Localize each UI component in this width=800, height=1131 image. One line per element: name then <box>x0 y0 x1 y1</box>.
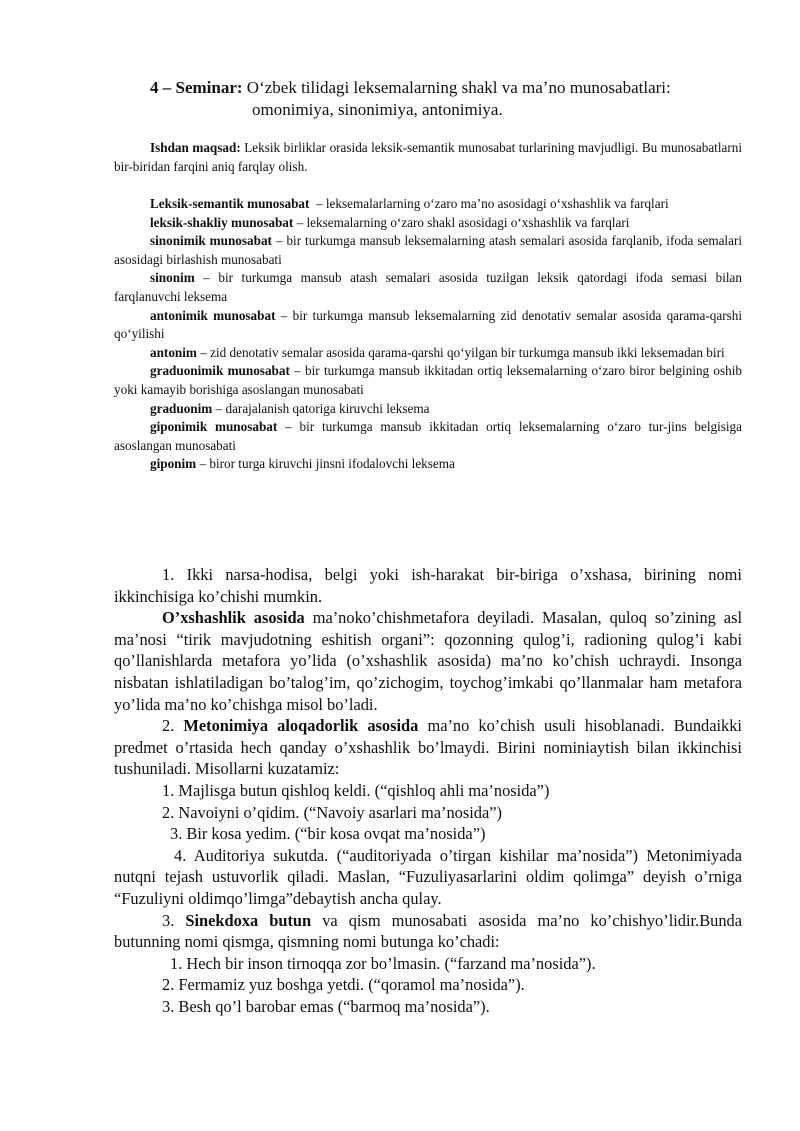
paragraph-text: va qism munosabati asosida ma’no ko’chishyo’lidir.Bunda butunning nomi qismga, qismning nomi butunga ko’chadi: <box>114 910 742 952</box>
definition-term: antonim <box>150 344 197 360</box>
definition-text: – bir turkumga mansub ikkitadan ortiq leksemalarning oʻzaro biror belgining oshib yoki kamayib borishiga asoslangan munosabati <box>114 363 742 397</box>
bold-term: Metonimiya aloqadorlik asosida <box>183 716 419 736</box>
example-item: 3. Besh qo’l barobar emas (“barmoq ma’nosida”). <box>162 996 490 1016</box>
aim-text: Leksik birliklar orasida leksik-semantik munosabat turlarining mavjudligi. Bu munosabatlarni bir-biridan farqini aniq farqlay olish. <box>114 140 743 174</box>
example-item: 4. Auditoriya sukutda. (“auditoriyada o’tirgan kishilar ma’nosida”) Metonimiyada nutqni tejash ustuvorlik qiladi. Maslan, “Fuzuliyasarlarini oldim qolimga” deyish o’rniga “Fuzuliyni oldimqo’limga”debaytish ancha qulay. <box>114 845 742 908</box>
definition-text: – zid denotativ semalar asosida qarama-qarshi qoʻyilgan bir turkumga mansub ikki leksemadan biri <box>200 344 725 360</box>
definition-item <box>114 362 742 399</box>
aim-label: Ishdan maqsad: <box>150 140 241 155</box>
title-line-1: Oʻzbek tilidagi leksemalarning shakl va maʼno munosabatlari: <box>246 78 671 97</box>
title-line-2: omonimiya, sinonimiya, antonimiya. <box>252 100 503 119</box>
definition-item <box>114 400 742 419</box>
paragraph-sinekdoxa <box>114 910 742 953</box>
bold-term: O’xshashlik asosida <box>162 608 305 628</box>
definition-item <box>114 269 742 306</box>
definition-item <box>114 195 742 214</box>
example-item: 2. Fermamiz yuz boshga yetdi. (“qoramol ma’nosida”). <box>162 975 525 995</box>
definition-item <box>114 344 742 363</box>
definitions-list <box>114 195 742 474</box>
paragraph-1: 1. Ikki narsa-hodisa, belgi yoki ish-harakat bir-biriga o’xshasa, birining nomi ikkinchisiga ko’chishi mumkin. <box>114 565 742 606</box>
example-item: 3. Bir kosa yedim. (“bir kosa ovqat ma’nosida”) <box>170 824 486 844</box>
definition-text: – biror turga kiruvchi jinsni ifodalovchi leksema <box>199 456 455 472</box>
aim-section <box>114 139 742 176</box>
definition-text: – leksemalarning oʻzaro shakl asosidagi oʻxshashlik va farqlari <box>296 214 630 230</box>
definition-item <box>114 418 742 455</box>
definition-term: Leksik-semantik munosabat <box>150 196 310 211</box>
paragraph-text: ma’no ko’chish usuli hisoblanadi. Bundaikki predmet o’rtasida hech qanday o’xshashlik bo’lmaydi. Birini nominiaytish bilan ikkinchisi tushuniladi. Misollarni kuzatamiz: <box>114 716 742 779</box>
definition-term: antonimik munosabat <box>150 307 276 323</box>
definition-term: sinonim <box>150 270 195 286</box>
seminar-title <box>150 77 770 121</box>
definition-text: – bir turkumga mansub atash semalari asosida tuzilgan leksik qatordagi ifoda semasi bilan farqlanuvchi leksema <box>114 270 742 304</box>
definition-term: giponimik munosabat <box>150 419 278 435</box>
definition-item <box>114 455 742 474</box>
paragraph-metafora <box>114 607 742 715</box>
example-item: 1. Majlisga butun qishloq keldi. (“qishloq ahli ma’nosida”) <box>162 780 550 800</box>
definition-item <box>114 307 742 344</box>
paragraph-text: ma’noko’chishmetafora deyiladi. Masalan, quloq so’zining asl ma’nosi “tirik mavjudotning eshitish organi”: qozonning qulog’i, radioning qulog’i kabi qo’llanishlarda metafora yo’lida (o’xshashlik asosida) ma’no ko’chish uchraydi. Insonga nisbatan ishlatiladigan bo’talog’im, qo’zichogim, toychog’imkabi qo’llanmalar ham metafora yo’lida ma’no ko’chishga misol bo’ladi. <box>114 608 742 714</box>
paragraph-number: 2. <box>162 716 184 736</box>
definition-text: – leksemalarlarning oʻzaro maʼno asosidagi oʻxshashlik va farqlari <box>315 196 669 211</box>
definition-term: leksik-shakliy munosabat <box>150 214 294 230</box>
definition-term: graduonim <box>150 400 213 416</box>
paragraph-number: 3. <box>162 910 186 930</box>
definition-item <box>114 232 742 269</box>
paragraph-metonimiya <box>114 715 742 780</box>
main-text <box>114 564 742 1017</box>
definition-text: – darajalanish qatoriga kiruvchi leksema <box>215 400 430 416</box>
seminar-label: 4 – Seminar: <box>150 78 243 97</box>
definition-term: giponim <box>150 456 197 472</box>
bold-term: Sinekdoxa butun <box>185 910 312 930</box>
definition-text: – bir turkumga mansub leksemalarning zid denotativ semalar asosida qarama-qarshi qoʻyilishi <box>114 307 742 342</box>
definition-term: sinonimik munosabat <box>150 233 272 249</box>
definition-item <box>114 214 742 233</box>
definition-term: graduonimik munosabat <box>150 363 290 379</box>
definition-text: – bir turkumga mansub leksemalarning atash semalari asosida farqlanib, ifoda semalari asosidagi birlashish munosabati <box>114 233 743 267</box>
example-item: 2. Navoiyni o’qidim. (“Navoiy asarlari ma’nosida”) <box>162 802 503 822</box>
definition-text: – bir turkumga mansub ikkitadan ortiq leksemalarning oʻzaro tur-jins belgisiga asoslangan munosabati <box>114 419 743 453</box>
example-item: 1. Hech bir inson tirnoqqa zor bo’lmasin. (“farzand ma’nosida”). <box>170 953 596 973</box>
